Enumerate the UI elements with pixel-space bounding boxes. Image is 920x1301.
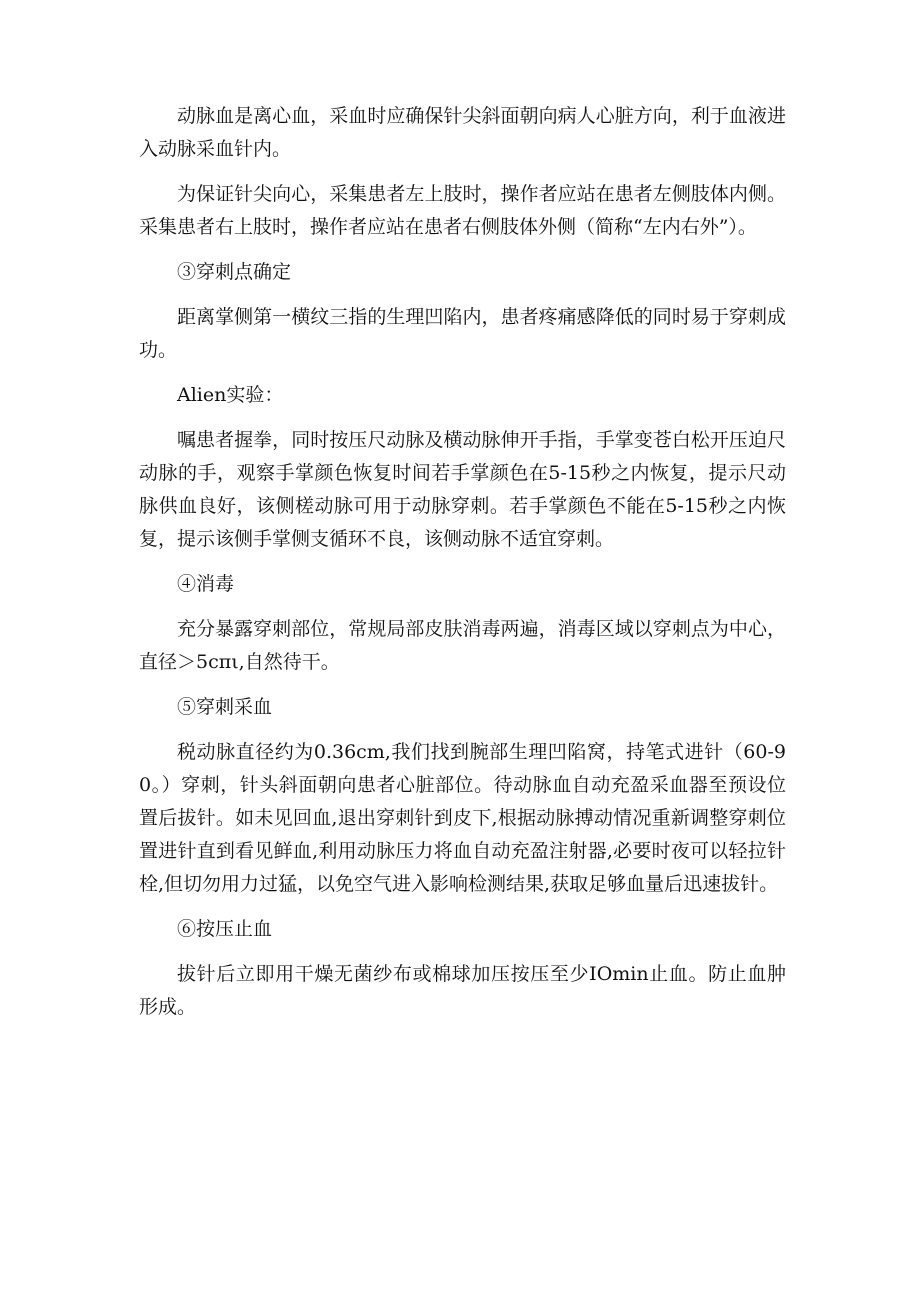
paragraph-needle-direction: 为保证针尖向心，采集患者左上肢时，操作者应站在患者左侧肢体内侧。采集患者右上肢时，操作者应站在患者右侧肢体外侧（简称“左内右外”）。	[139, 183, 786, 238]
paragraph-arterial-blood: 动脉血是离心血，采血时应确保针尖斜面朝向病人心脏方向，利于血液进入动脉采血针内。	[139, 105, 786, 160]
heading-compression: ⑥按压止血	[177, 918, 273, 940]
paragraph-allen-test: 嘱患者握拳，同时按压尺动脉及横动脉伸开手指，手掌变苍白松开压迫尺动脉的手，观察手掌颜色恢复时间若手掌颜色在5-15秒之内恢复，提示尺动脉供血良好，该侧槎动脉可用于动脉穿刺。若手掌颜色不能在5-15秒之内恢复，提示该侧手掌侧支循环不良，该侧动脉不适宜穿刺。	[139, 429, 786, 550]
heading-allen-test: Alien实验：	[177, 384, 284, 406]
heading-puncture-sampling: ⑤穿刺采血	[177, 696, 273, 718]
paragraph-compression: 拔针后立即用干燥无菌纱布或棉球加压按压至少IOmin止血。防止血肿形成。	[139, 963, 786, 1018]
heading-puncture-point: ③穿刺点确定	[177, 261, 292, 283]
paragraph-disinfection: 充分暴露穿刺部位，常规局部皮肤消毒两遍，消毒区域以穿刺点为中心，直径＞5cπι,自然待干。	[139, 618, 786, 673]
paragraph-puncture-point: 距离掌侧第一横纹三指的生理凹陷内，患者疼痛感降低的同时易于穿刺成功。	[139, 306, 786, 361]
paragraph-puncture-sampling: 税动脉直径约为0.36cm,我们找到腕部生理凹陷窝，持笔式进针（60-90。）穿刺，针头斜面朝向患者心脏部位。待动脉血自动充盈采血器至预设位置后拔针。如未见回血,退出穿刺针到皮下,根据动脉搏动情况重新调整穿刺位置进针直到看见鲜血,利用动脉压力将血自动充盈注射器,必要时夜可以轻拉针栓,但切勿用力过猛，以免空气进入影响检测结果,获取足够血量后迅速拔针。	[139, 741, 786, 895]
heading-disinfection: ④消毒	[177, 573, 235, 595]
